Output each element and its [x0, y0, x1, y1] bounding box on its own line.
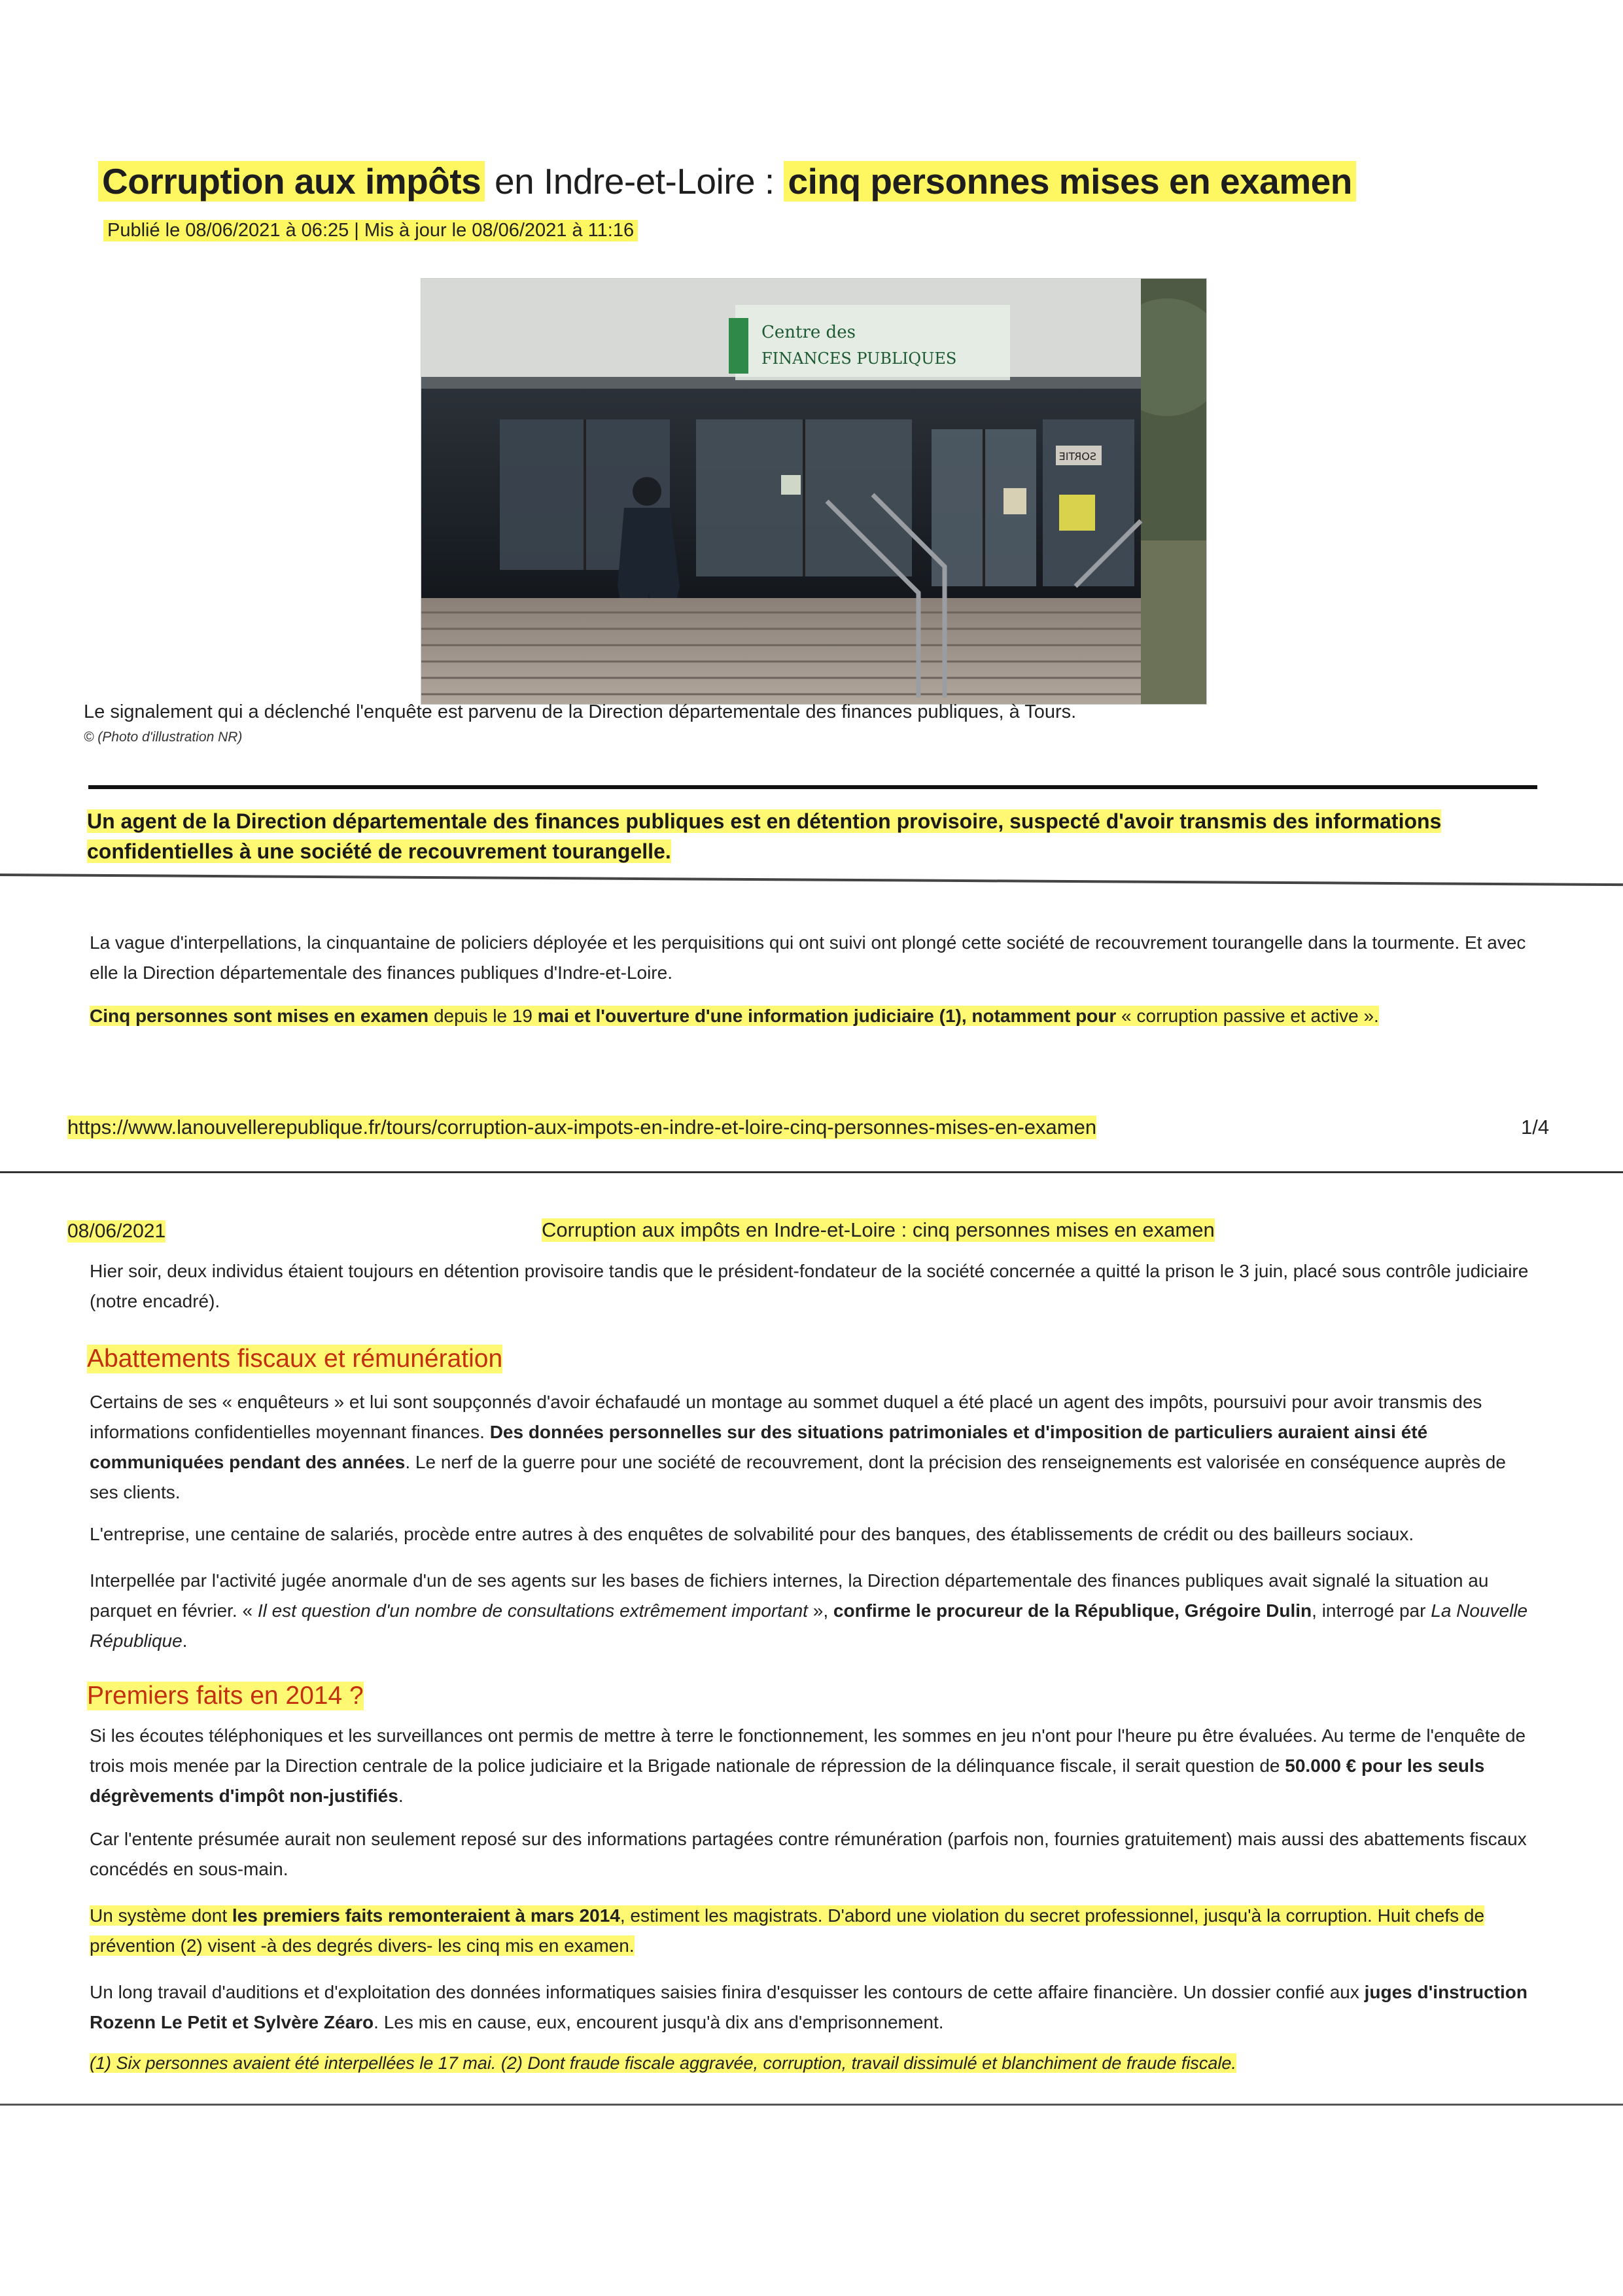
lead-rule-bottom: [0, 874, 1623, 886]
q5-text-a: Si les écoutes téléphoniques et les surveillances ont permis de mettre à terre le fonctionnement, les sommes en jeu n'ont pour l'heure pu être évaluées. Au terme de l'enquête de trois mois menée par la Direction centrale de la police judiciaire et la Brigade nationale de répression de la délinquance fiscale, il serait question de: [90, 1725, 1526, 1776]
p2-text-b: depuis le 19: [428, 1006, 538, 1026]
q8-text-a: Un long travail d'auditions et d'exploitation des données informatiques saisies finira d'esquisser les contours de cette affaire financière. Un dossier confié aux: [90, 1982, 1365, 2002]
q5-text-c: .: [398, 1786, 404, 1806]
headline-part1: Corruption aux impôts: [98, 161, 485, 202]
q2-text-c: . Le nerf de la guerre pour une société de recouvrement, dont la précision des renseignements est valorisée en conséquence auprès de ses clients.: [90, 1452, 1506, 1502]
body-paragraph: [90, 1977, 1529, 2038]
article-photo: [421, 278, 1207, 705]
p2-bold-c: mai et l'ouverture d'une information judiciaire (1), notamment pour: [537, 1006, 1117, 1026]
q4-bold-d: confirme le procureur de la République, Grégoire Dulin: [833, 1600, 1312, 1621]
body-paragraph: [90, 1387, 1529, 1508]
building-photo-illustration: [421, 279, 1206, 704]
p2-bold-a: Cinq personnes sont mises en examen: [90, 1006, 429, 1026]
footer-page-number: 1/4: [1521, 1116, 1550, 1139]
door-sign: SORTIE: [1058, 450, 1096, 463]
photo-credit: © (Photo d'illustration NR): [84, 730, 243, 745]
q4-text-e: , interrogé par: [1312, 1600, 1431, 1621]
body-paragraph: [90, 1901, 1529, 1961]
footnotes: [90, 2048, 1529, 2078]
page2-running-title: Corruption aux impôts en Indre-et-Loire : cinq personnes mises en examen: [542, 1218, 1215, 1241]
body-paragraph: Car l'entente présumée aurait non seulement reposé sur des informations partagées contre rémunération (parfois non, fournies gratuitement) mais aussi des abattements fiscaux concédés en sous-main.: [90, 1829, 1527, 1879]
q8-bold-b: juges d'instruction Rozenn Le Petit et Sylvère Zéaro: [90, 1982, 1527, 2032]
q4-text-c: »,: [807, 1600, 833, 1621]
page-separator: [0, 1171, 1623, 1173]
q5-bold-b: 50.000 € pour les seuls dégrèvements d'impôt non-justifiés: [90, 1756, 1485, 1806]
photo-caption: Le signalement qui a déclenché l'enquête est parvenu de la Direction départementale des finances publiques, à Tours.: [84, 701, 1077, 722]
page-separator: [0, 2104, 1623, 2106]
section-heading: Premiers faits en 2014 ?: [87, 1682, 364, 1710]
lead-text: Un agent de la Direction départementale des finances publiques est en détention provisoire, suspecté d'avoir transmis des informations confidentielles à une société de recouvrement tourangelle.: [87, 809, 1442, 863]
lead-rule-top: [88, 785, 1537, 789]
page2-date: 08/06/2021: [67, 1220, 166, 1242]
body-paragraph: La vague d'interpellations, la cinquantaine de policiers déployée et les perquisitions qui ont suivi ont plongé cette société de recouvrement tourangelle dans la tourmente. Et avec elle la Direction départementale des finances publiques d'Indre-et-Loire.: [90, 932, 1526, 983]
q7-bold-b: les premiers faits remonteraient à mars 2014: [232, 1905, 620, 1926]
p2-text-d: « corruption passive et active ».: [1116, 1006, 1379, 1026]
q7-text-c: , estiment les magistrats. D'abord une violation du secret professionnel, jusqu'à la corruption. Huit chefs de prévention (2) visent -à des degrés divers- les cinq mis en examen.: [90, 1905, 1485, 1956]
q8-text-c: . Les mis en cause, eux, encourent jusqu'à dix ans d'emprisonnement.: [374, 2012, 944, 2032]
article-dateline: Publié le 08/06/2021 à 06:25 | Mis à jour le 08/06/2021 à 11:16: [103, 220, 638, 241]
q4-quote-b: Il est question d'un nombre de consultations extrêmement important: [257, 1600, 808, 1621]
q7-text-a: Un système dont: [90, 1905, 232, 1926]
footer-url-link[interactable]: https://www.lanouvellerepublique.fr/tours/corruption-aux-impots-en-indre-et-loire-cinq-personnes-mises-en-examen: [67, 1116, 1097, 1139]
article-headline: [98, 160, 1406, 202]
body-paragraph: L'entreprise, une centaine de salariés, procède entre autres à des enquêtes de solvabilité pour des banques, des établissements de crédit ou des bailleurs sociaux.: [90, 1524, 1414, 1544]
section-heading: Abattements fiscaux et rémunération: [87, 1345, 503, 1373]
body-paragraph: [90, 1721, 1529, 1811]
sign-line2: FINANCES PUBLIQUES: [761, 349, 957, 368]
body-paragraph: [90, 1566, 1529, 1656]
q4-text-a: Interpellée par l'activité jugée anormale d'un de ses agents sur les bases de fichiers internes, la Direction départementale des finances publiques avait signalé la situation au parquet en février. «: [90, 1570, 1489, 1621]
headline-part2: en Indre-et-Loire :: [485, 161, 784, 202]
sign-line1: Centre des: [761, 323, 856, 342]
headline-part3: cinq personnes mises en examen: [784, 161, 1355, 202]
q2-text-a: Certains de ses « enquêteurs » et lui sont soupçonnés d'avoir échafaudé un montage au sommet duquel a été placé un agent des impôts, poursuivi pour avoir transmis des informations confidentielles moyennant finances.: [90, 1392, 1482, 1442]
article-lead: [87, 806, 1536, 866]
body-paragraph: [90, 1001, 1529, 1031]
footnotes-text: (1) Six personnes avaient été interpellées le 17 mai. (2) Dont fraude fiscale aggravée, corruption, travail dissimulé et blanchiment de fraude fiscale.: [90, 2053, 1236, 2073]
q4-italic-f: La Nouvelle République: [90, 1600, 1528, 1651]
body-paragraph: Hier soir, deux individus étaient toujours en détention provisoire tandis que le président-fondateur de la société concernée a quitté la prison le 3 juin, placé sous contrôle judiciaire (notre encadré).: [90, 1261, 1529, 1311]
q2-bold-b: Des données personnelles sur des situations patrimoniales et d'imposition de particuliers auraient ainsi été communiquées pendant des années: [90, 1422, 1428, 1472]
q4-text-g: .: [182, 1631, 188, 1651]
